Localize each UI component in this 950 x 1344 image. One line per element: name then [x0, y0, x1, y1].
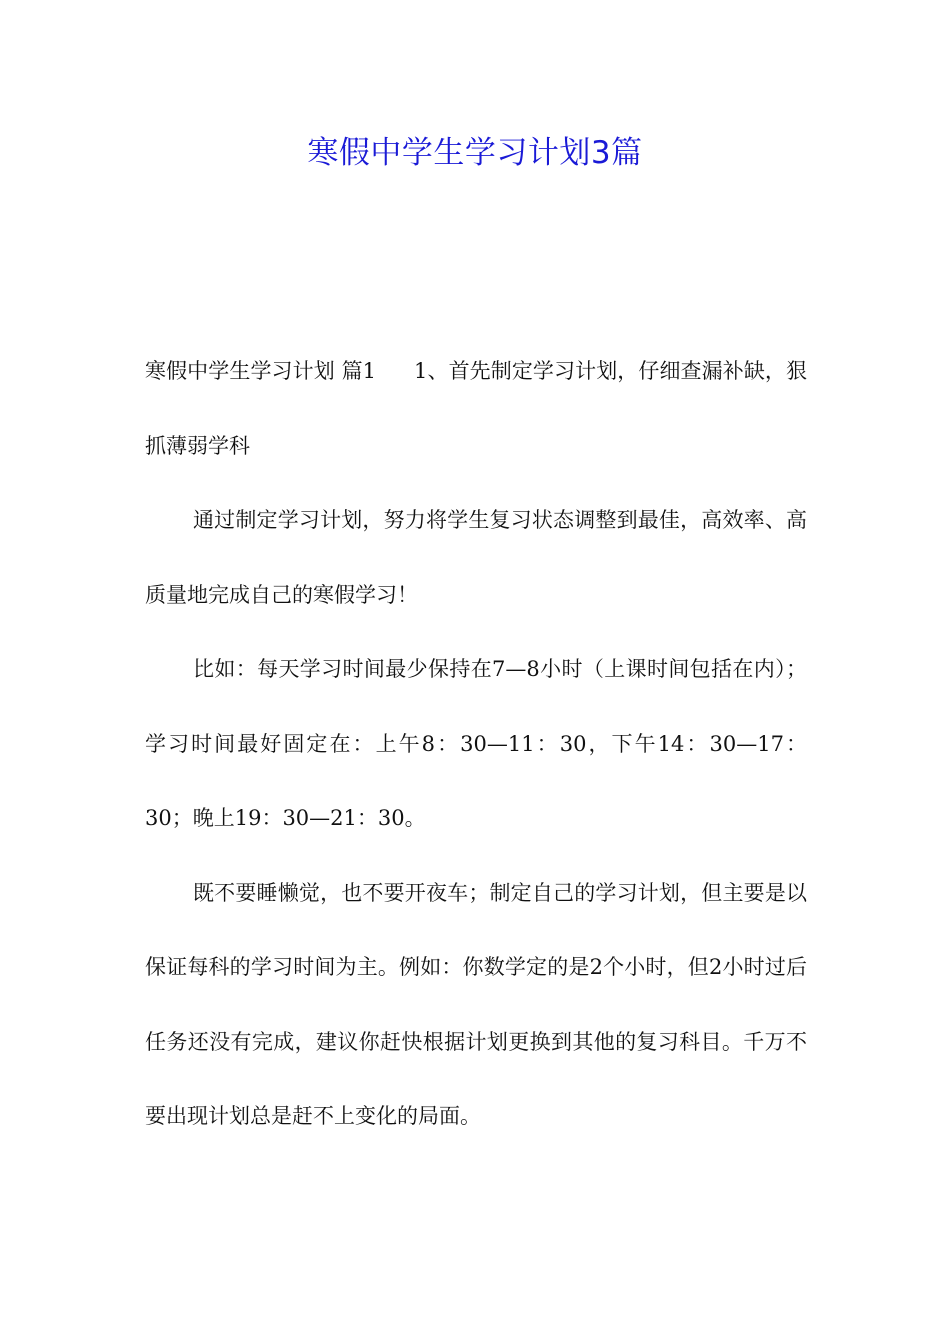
paragraph-3: 比如：每天学习时间最少保持在7—8小时（上课时间包括在内）；学习时间最好固定在：上午8：30—11：30，下午14：30—17：30；晚上19：30—21：30。 [145, 657, 807, 830]
paragraph-2: 通过制定学习计划，努力将学生复习状态调整到最佳，高效率、高质量地完成自己的寒假学习！ [145, 508, 807, 607]
section-heading: 寒假中学生学习计划 篇1 [145, 359, 377, 383]
paragraph-1-text: 1、首先制定学习计划，仔细查漏补缺，狠抓薄弱学科 [145, 359, 808, 458]
document-body [145, 334, 807, 1154]
paragraph-4: 既不要睡懒觉，也不要开夜车；制定自己的学习计划，但主要是以保证每科的学习时间为主。例如：你数学定的是2个小时，但2小时过后任务还没有完成，建议你赶快根据计划更换到其他的复习科目。千万不要出现计划总是赶不上变化的局面。 [145, 880, 807, 1128]
paragraph-1 [145, 334, 807, 483]
document-title: 寒假中学生学习计划3篇 [307, 135, 643, 171]
